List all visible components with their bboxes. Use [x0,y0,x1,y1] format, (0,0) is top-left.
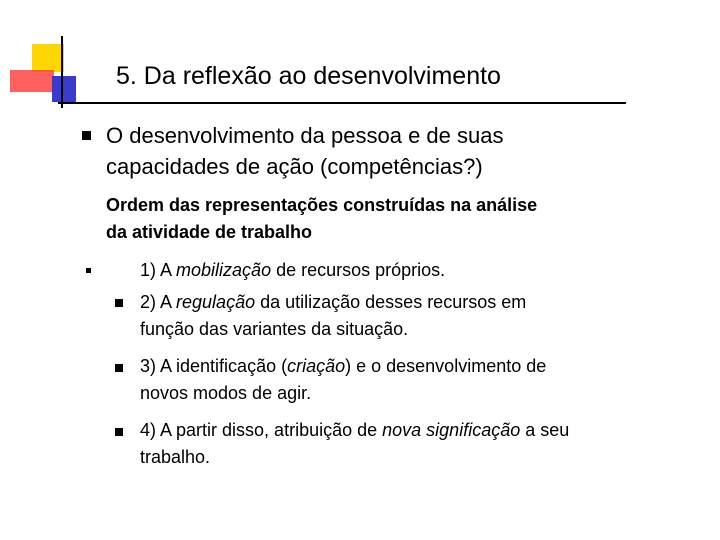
sub-item-4 [140,417,569,471]
bullet-square-icon [115,364,123,372]
logo-blue-square [52,76,76,102]
sub-item-1-prefix: 1) A [140,260,177,280]
bullet-2-heading-line-1: Ordem das representações construídas na análise [106,195,538,215]
bullet-1-line-1: O desenvolvimento da pessoa e de suas [106,123,504,148]
sub-item-2 [140,289,526,343]
sub-item-3-prefix: 3) A identificação ( [140,356,288,376]
sub-item-2-line-2: função das variantes da situação. [140,319,409,339]
bullet-square-icon [115,299,123,307]
logo-yellow-square [32,44,64,72]
sub-item-2-prefix: 2) A [140,292,177,312]
bullet-small-square-icon [86,268,91,273]
sub-item-4-prefix: 4) A partir disso, atribuição de [140,420,383,440]
bullet-square-icon [82,131,91,140]
sub-item-1-rest: de recursos próprios. [271,260,446,280]
sub-item-3-rest: ) e o desenvolvimento de [345,356,547,376]
slide-logo [0,0,120,110]
sub-item-4-rest: a seu [520,420,570,440]
logo-red-square [10,70,54,92]
sub-item-4-line-2: trabalho. [140,447,211,467]
sub-item-2-emph: regulação [176,292,256,312]
sub-item-1-emph: mobilização [176,260,272,280]
sub-item-4-emph: nova significação [382,420,521,440]
bullet-2-heading [106,192,537,246]
sub-item-2-rest: da utilização desses recursos em [255,292,527,312]
bullet-square-icon [115,428,123,436]
sub-item-3-line-2: novos modos de agir. [140,383,312,403]
bullet-2-heading-line-2: da atividade de trabalho [106,222,313,242]
slide-title: 5. Da reflexão ao desenvolvimento [116,62,501,90]
sub-item-3-emph: criação [287,356,346,376]
bullet-1-line-2: capacidades de ação (competências?) [106,154,483,179]
title-underline [58,102,626,104]
sub-item-3 [140,353,546,407]
sub-item-1 [140,257,445,284]
bullet-1-text [106,120,503,182]
